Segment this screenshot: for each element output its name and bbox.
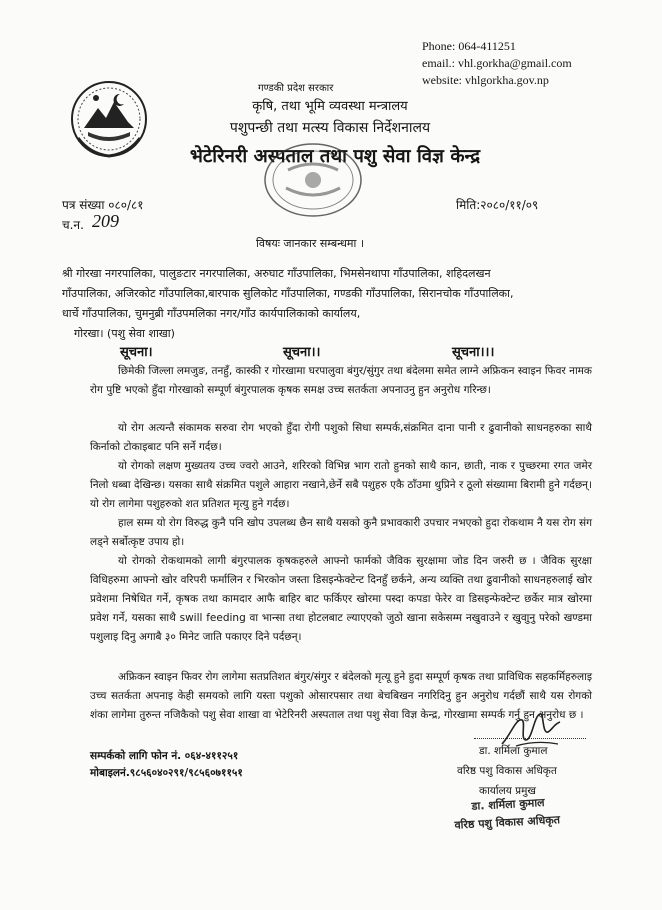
addressee-block	[62, 264, 582, 344]
addressee-line: गोरखा। (पशु सेवा शाखा)	[74, 327, 175, 340]
addressee-line: गाँउपालिका, अजिरकोट गाँउपालिका,बारपाक सुलिकोट गाँउपालिका, गण्डकी गाँउपालिका, सिरानचोक गाँउपालिका,	[62, 287, 514, 300]
province-name: गण्डकी प्रदेश सरकार	[258, 83, 334, 94]
reference-number: पत्र संख्या ०८०/८१	[62, 198, 144, 212]
signatory-stamp	[453, 793, 560, 834]
notice-heading-2: सूचना।।	[283, 345, 321, 360]
contact-phone: Phone: 064-411251	[422, 39, 516, 53]
footer-phone: सम्पर्कको लागि फोन नं. ०६४-४११२५१	[90, 750, 239, 762]
addressee-line: श्री गोरखा नगरपालिका, पालुङटार नगरपालिका, अरुघाट गाँउपालिका, भिमसेनथापा गाँउपालिका, शहिदलखन	[62, 267, 491, 280]
contact-block	[422, 38, 572, 89]
dispatch-number: 209	[92, 211, 119, 231]
footer-mobile: मोबाइलनं.९८५६०४०२९१/९८५६०७११५१	[90, 767, 243, 779]
dispatch-label: च.न.	[62, 218, 84, 232]
letter-subject: विषयः जानकार सम्बन्धमा ।	[256, 237, 365, 250]
letter-date: मिति:२०८०/११/०९	[456, 198, 539, 212]
contact-email: email.: vhl.gorkha@gmail.com	[422, 56, 572, 70]
notice-heading-1: सूचना।	[120, 345, 153, 360]
stamp-title: वरिष्ठ पशु विकास अधिकृत	[454, 813, 561, 832]
body-paragraph: यो रोगको लक्षण मुख्यतय उच्च ज्वरो आउने, शरिरको विभिन्न भाग रातो हुनको साथै कान, छाती, नाक र पुच्छरमा रगत जमेर निलो धब्बा देखिन्छ। यसका साथै संक्रमित पशुले आहारा नखाने,छेर्ने सबै पशुहरु एकै ठाँउमा थुप्रिने र ठूलो संख्यामा बिरामी हुने गर्दछन्। यो रोग लागेमा पशुहरुको शत प्रतिशत मृत्यु हुने गर्दछ।	[90, 460, 592, 510]
stamp-name: डा. शर्मिला कुमाल	[471, 796, 545, 813]
contact-website: website: vhlgorkha.gov.np	[422, 73, 549, 87]
office-name: भेटेरिनरी अस्पताल तथा पशु सेवा विज्ञ केन्द्र	[189, 146, 481, 167]
body-paragraph: छिमेकी जिल्ला लमजुङ, तनहुँ, कास्की र गोरखामा घरपालुवा बंगुर/सुंगुर तथा बंदेलमा समेत लाग्ने अफ्रिकन स्वाइन फिवर नामक रोग पुष्टि भएको हुँदा गोरखाको सम्पूर्ण बंगुरपालक कृषक समक्ष उच्च सतर्कता अपनाउनु हुन अनुरोध गरिन्छ।	[90, 365, 592, 396]
office-stamp-icon	[258, 140, 368, 230]
body-paragraph: यो रोगको रोकथामको लागी बंगुरपालक कृषकहरुले आफ्नो फार्मको जैविक सुरक्षामा जोड दिन जरुरी छ । जैविक सुरक्षा विधिहरुमा आफ्नो खोर वरिपरी फर्मालिन र भिरकोन जस्ता डिसइन्फेक्टेन्ट दिनहुँ छर्कने, अन्य व्यक्ति तथा ढुवानीको साधनहरुलाई खोर प्रवेशमा निषेधित गर्ने, कृषक तथा कामदार आफै बाहिर बाट फर्किएर खोरमा पस्दा कपडा फेरेर वा डिसइन्फेक्टेन्ट छर्केर मात्र खोरमा प्रवेश गर्ने, यसका साथै swill feeding वा भान्सा तथा होटलबाट ल्याएएको जुठो खाना सकेसम्म नखुवाउने र खुवाुनु परेको खण्डमा पशुलाइ दिनु अगाबै ३० मिनेट जाति पकाएर दिने पर्दछन्।	[90, 555, 592, 643]
ministry-name: कृषि, तथा भूमि व्यवस्था मन्त्रालय	[252, 99, 408, 114]
notice-heading-3: सूचना।।।	[452, 345, 495, 360]
signatory-role: कार्यालय प्रमुख	[479, 785, 536, 797]
signatory-title: वरिष्ठ पशु विकास अधिकृत	[457, 765, 557, 777]
addressee-line: धार्चे गाँउपालिका, चुमनुब्री गाँउपमलिका नगर/गाँउ कार्यपालिकाको कार्यालय,	[62, 307, 361, 320]
body-paragraph: अफ्रिकन स्वाइन फिवर रोग लागेमा सतप्रतिशत बंगुर/संगुर र बंदेलको मृत्यू हुने हुदा सम्पूर्ण कृषक तथा प्राविधिक सहकर्मिहरुलाइ उच्च सतर्कता अपनाइ केही समयको लागि यस्ता पशुको ओसारपसार तथा बेचबिखन नगरिदिनु हुन अनुरोध गर्दछौं साथै यस रोगको शंका लागेमा तुरुन्त नजिकैको पशु सेवा शाखा वा भेटेरिनरी अस्पताल तथा पशु सेवा विज्ञ केन्द्र, गोरखामा सम्पर्क गर्नु हुन अनुरोध छ ।	[90, 671, 592, 721]
body-paragraph: हाल सम्म यो रोग विरुद्ध कुनै पनि खोप उपलब्ध छैन साथै यसको कुनै प्रभावकारी उपचार नभएको हुदा रोकथाम नै यस रोग संग लड्ने सर्बोत्कृष्ट उपाय हो।	[90, 517, 592, 548]
body-paragraph: यो रोग अत्यन्तै संकामक सरुवा रोग भएको हुँदा रोगी पशुको सिधा सम्पर्क,संक्रमित दाना पानी र ढुवानीको साधनहरुका साथै किर्नाको टोकाइबाट पनि सर्ने गर्दछ।	[90, 422, 592, 453]
signature-line	[474, 738, 586, 739]
signatory-name: डा. शर्मिला कुमाल	[479, 745, 548, 757]
directorate-name: पशुपन्छी तथा मत्स्य विकास निर्देशनालय	[229, 120, 431, 136]
signatory-block	[457, 741, 597, 801]
